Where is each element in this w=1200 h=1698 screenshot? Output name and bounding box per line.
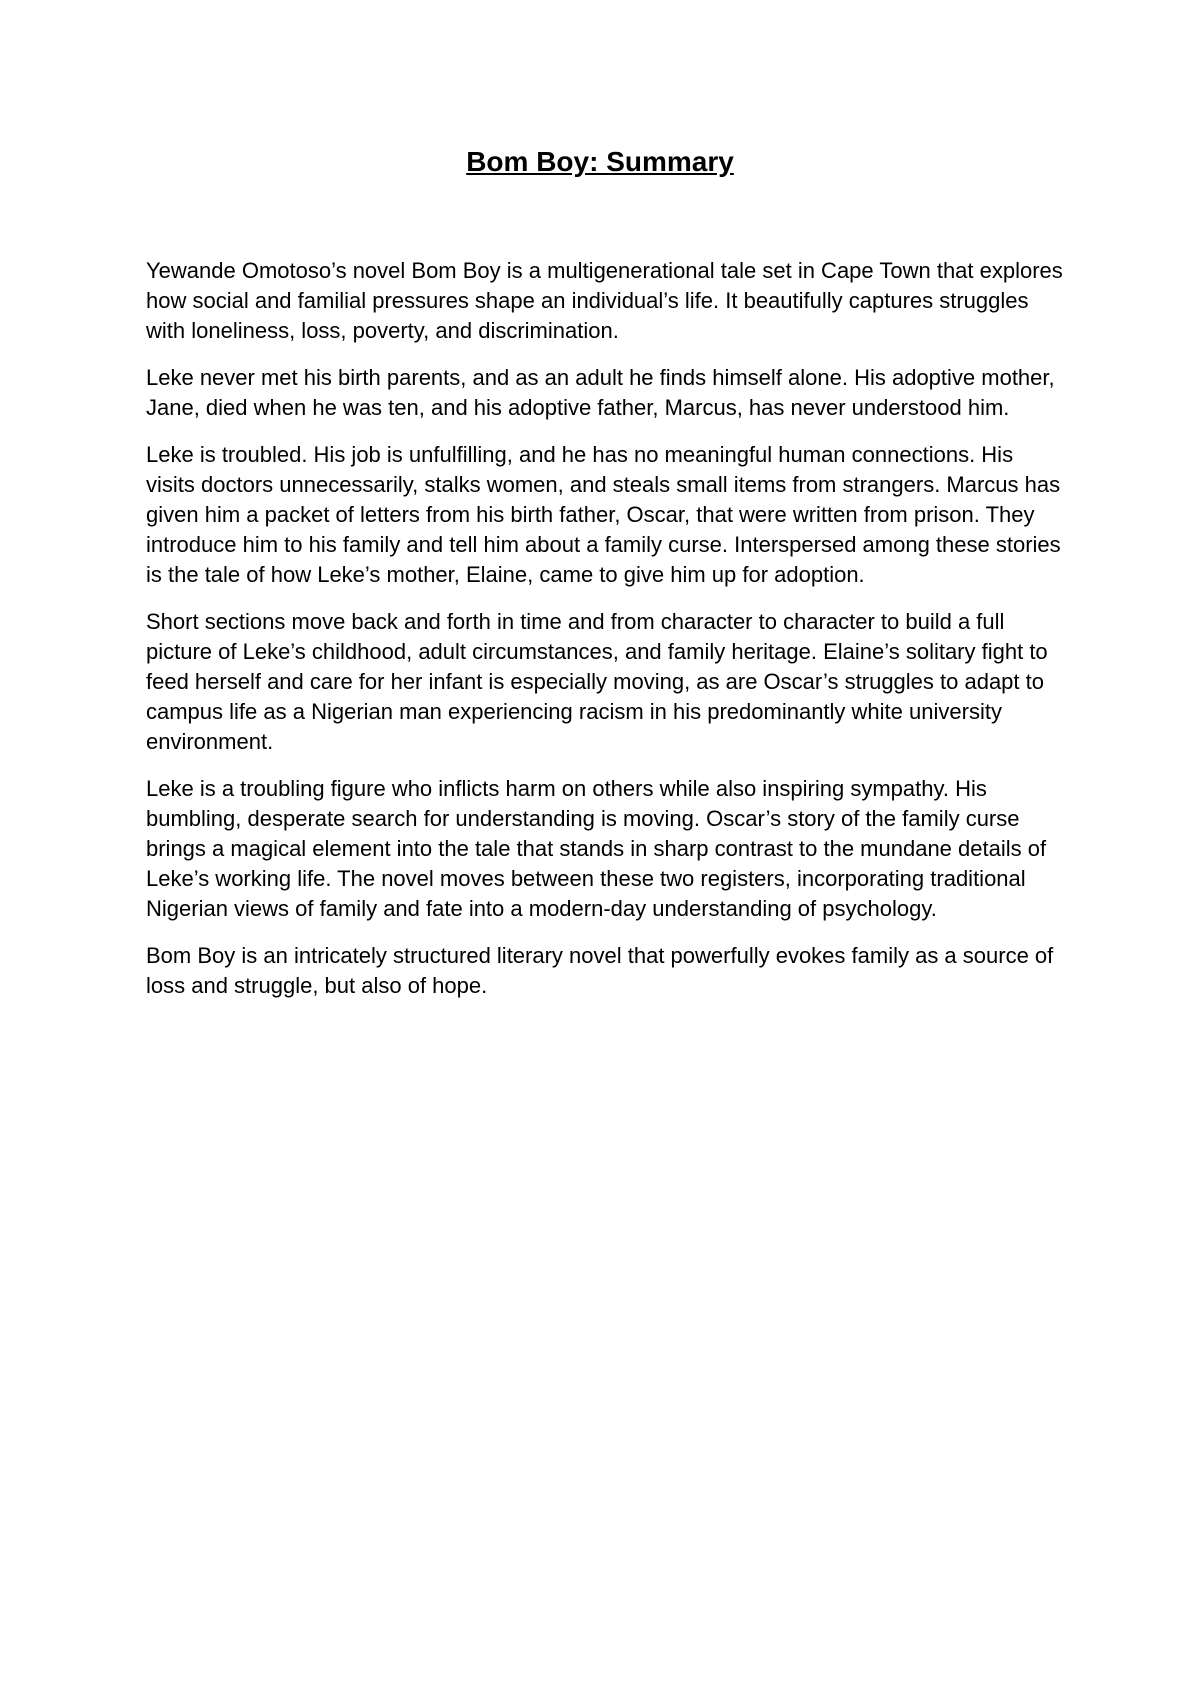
paragraph-4: Short sections move back and forth in time and from character to character to build a full picture of Leke’s childhood, adult circumstances, and family heritage. Elaine’s solitary fight to feed herself and care for her infant is especially moving, as are Oscar’s struggles to adapt to campus life as a Nigerian man experiencing racism in his predominantly white university environment.: [146, 609, 1048, 754]
paragraph-6: Bom Boy is an intricately structured literary novel that powerfully evokes family as a source of loss and struggle, but also of hope.: [146, 943, 1054, 998]
paragraph-5: Leke is a troubling figure who inflicts harm on others while also inspiring sympathy. His bumbling, desperate search for understanding is moving. Oscar’s story of the family curse brings a magical element into the tale that stands in sharp contrast to the mundane details of Leke’s working life. The novel moves between these two registers, incorporating traditional Nigerian views of family and fate into a modern-day understanding of psychology.: [146, 776, 1047, 921]
page-title: Bom Boy: Summary: [466, 146, 734, 177]
paragraph-3: Leke is troubled. His job is unfulfilling, and he has no meaningful human connections. His visits doctors unnecessarily, stalks women, and steals small items from strangers. Marcus has given him a packet of letters from his birth father, Oscar, that were written from prison. They introduce him to his family and tell him about a family curse. Interspersed among these stories is the tale of how Leke’s mother, Elaine, came to give him up for adoption.: [146, 442, 1061, 587]
paragraph-1: Yewande Omotoso’s novel Bom Boy is a multigenerational tale set in Cape Town that explores how social and familial pressures shape an individual’s life. It beautifully captures struggles with loneliness, loss, poverty, and discrimination.: [146, 258, 1063, 343]
paragraph-2: Leke never met his birth parents, and as an adult he finds himself alone. His adoptive mother, Jane, died when he was ten, and his adoptive father, Marcus, has never understood him.: [146, 365, 1055, 420]
summary-body: [146, 256, 1066, 1018]
